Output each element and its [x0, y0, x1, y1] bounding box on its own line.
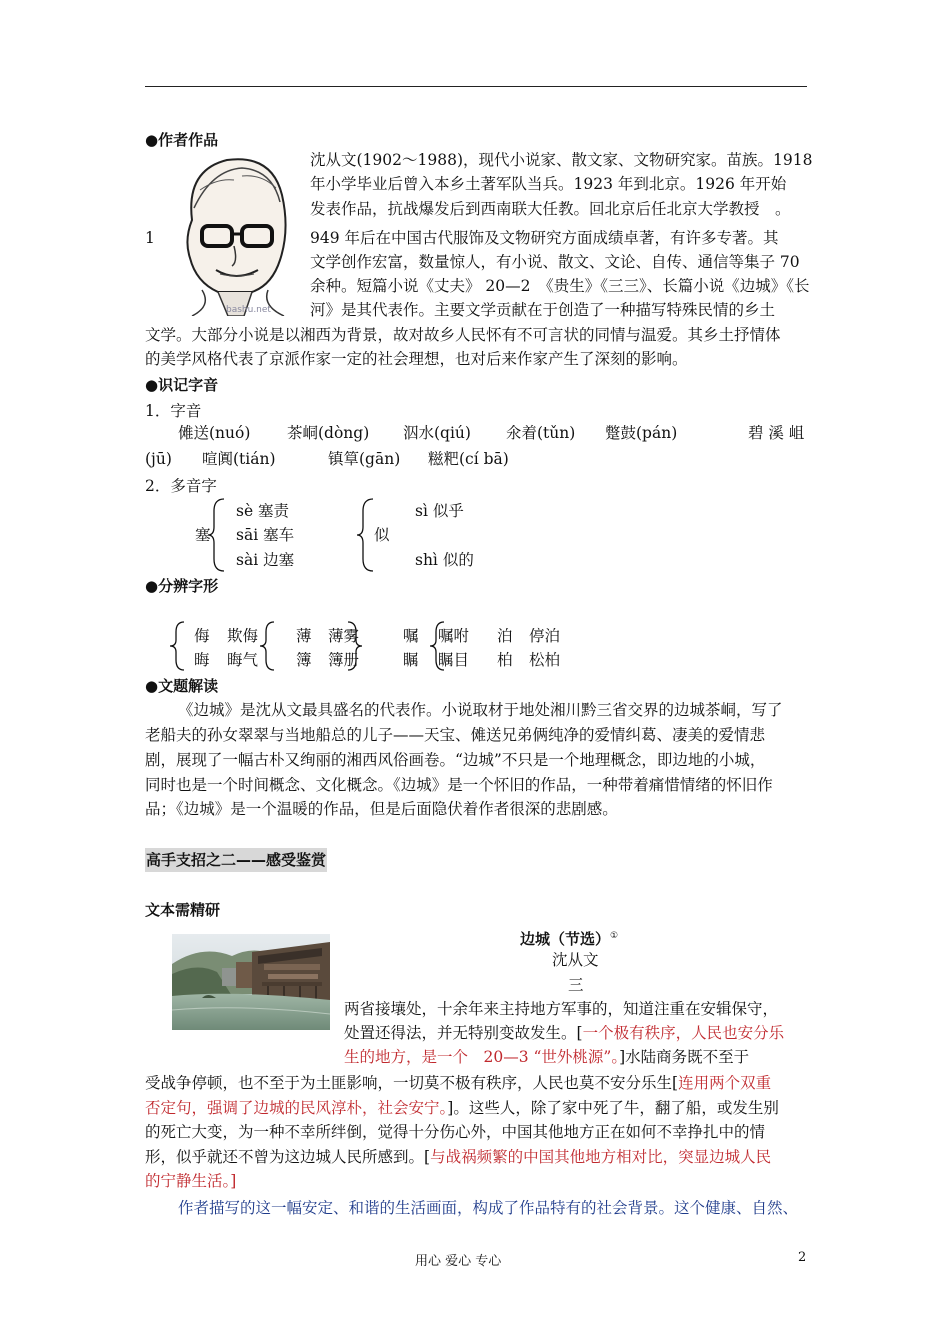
ziyin-item: 镇筸(gān)	[328, 450, 401, 468]
shape-word: 晦气	[227, 651, 259, 669]
brace-sai	[206, 497, 228, 573]
shape-word: 簿册	[328, 651, 360, 669]
section-part2: 高手支招之二——感受鉴赏	[145, 848, 327, 872]
author-line-9: 的美学风格代表了京派作家一定的社会理想，也对后来作家产生了深刻的影响。	[145, 350, 688, 368]
author-line-1: 沈从文(1902～1988)，现代小说家、散文家、文物研究家。苗族。1918	[310, 151, 813, 169]
annotation-red: 与战祸频繁的中国其他地方相对比，突显边城人民	[430, 1148, 772, 1166]
section-study: 文本需精研	[145, 901, 221, 919]
ziyin-item: 糍粑(cí bā)	[428, 450, 509, 468]
section-author: ●作者作品	[145, 131, 219, 149]
section-interpretation: ●文题解读	[145, 677, 219, 695]
shape-word: 停泊	[529, 627, 561, 645]
ziyin-item: 傩送(nuó)	[178, 424, 251, 442]
author-line-6: 余种。短篇小说《丈夫》 20—2 《贵生》《三三》、长篇小说《边城》《长	[310, 277, 810, 295]
left-number: 1	[145, 229, 155, 247]
ziyin-item: 氽着(tǔn)	[506, 424, 576, 442]
duoyin-label: 2．多音字	[145, 477, 217, 495]
shape-word: 松柏	[529, 651, 561, 669]
excerpt-line-5: 否定句，强调了边城的民风淳朴，社会安宁。]。这些人，除了家中死了牛，翻了船，或发生别	[145, 1099, 779, 1117]
duoyin-si-1: sì 似乎	[415, 502, 464, 520]
section-pronunciation: ●识记字音	[145, 376, 219, 394]
duoyin-sai-char: 塞	[195, 526, 211, 544]
author-line-4: 949 年后在中国古代服饰及文物研究方面成绩卓著，有许多专著。其	[310, 229, 779, 247]
ziyin-item: 茶峒(dòng)	[287, 424, 370, 442]
duoyin-si-char: 似	[374, 526, 390, 544]
shen-congwen-portrait	[172, 150, 300, 316]
shape-char: 嘱	[403, 627, 419, 645]
annotation-red: 否定句，强调了边城的民风淳朴，社会安宁。	[145, 1099, 448, 1117]
page-number: 2	[798, 1250, 807, 1265]
shape-word: 欺侮	[227, 627, 259, 645]
interp-line-2: 老船夫的孙女翠翠与当地船总的儿子——天宝、傩送兄弟俩纯净的爱情纠葛、凄美的爱情悲	[145, 726, 766, 744]
portrait-watermark: bashu.net	[226, 305, 271, 315]
shape-word: 瞩目	[438, 651, 470, 669]
excerpt-title: 边城（节选）①	[520, 930, 619, 948]
interp-line-4: 同时也是一个时间概念、文化概念。《边城》是一个怀旧的作品，一种带着痛惜情绪的怀旧作	[145, 776, 773, 794]
excerpt-line-3: 生的地方，是一个 20—3 “世外桃源”。]水陆商务既不至于	[344, 1048, 750, 1066]
excerpt-chapter: 三	[568, 976, 584, 994]
excerpt-line-2: 处置还得法，并无特别变故发生。[一个极有秩序，人民也安分乐	[344, 1024, 785, 1042]
interp-line-1: 《边城》是沈从文最具盛名的代表作。小说取材于地处湘川黔三省交界的边城茶峒，写了	[178, 701, 783, 719]
brace-shape-2	[258, 620, 278, 672]
author-line-8: 文学。大部分小说是以湘西为背景，故对故乡人民怀有不可言状的同情与温爱。其乡土抒情体	[145, 326, 781, 344]
brace-shape-1	[168, 620, 188, 672]
shape-char: 簿	[296, 651, 312, 669]
ziyin-item: 喧阗(tián)	[202, 450, 276, 468]
shape-char: 侮	[194, 627, 210, 645]
shape-char: 柏	[497, 651, 513, 669]
duoyin-sai-3: sài 边塞	[236, 551, 295, 569]
excerpt-line-9: 作者描写的这一幅安定、和谐的生活画面，构成了作品特有的社会背景。这个健康、自然、	[178, 1199, 799, 1217]
shape-word: 薄雾	[328, 627, 360, 645]
ziyin-item: (jū)	[145, 450, 172, 468]
footer-center: 用心 爱心 专心	[415, 1254, 502, 1269]
fenghuang-town-photo	[172, 934, 330, 1030]
annotation-red: 连用两个双重	[678, 1074, 772, 1092]
excerpt-line-8: 的宁静生活。]	[145, 1172, 237, 1190]
annotation-red: 生的地方，是一个 20—3 “世外桃源”。	[344, 1048, 620, 1066]
author-line-5: 文学创作宏富，数量惊人，有小说、散文、文论、自传、通信等集子 70	[310, 253, 800, 271]
interp-line-3: 剧，展现了一幅古朴又绚丽的湘西风俗画卷。“边城”不只是一个地理概念，即边地的小城，	[145, 751, 766, 769]
duoyin-sai-1: sè 塞责	[236, 502, 290, 520]
section-shapes: ●分辨字形	[145, 577, 219, 595]
ziyin-item: 碧 溪 岨	[748, 424, 805, 442]
shape-char: 晦	[194, 651, 210, 669]
duoyin-sai-2: sāi 塞车	[236, 526, 295, 544]
ziyin-item: 泅水(qiú)	[403, 424, 471, 442]
excerpt-line-4: 受战争停顿，也不至于为土匪影响，一切莫不极有秩序，人民也莫不安分乐生[连用两个双重	[145, 1074, 772, 1092]
annotation-red: 一个极有秩序，人民也安分乐	[582, 1024, 785, 1042]
shape-word: 嘱咐	[438, 627, 470, 645]
author-line-2: 年小学毕业后曾入本乡土著军队当兵。1923 年到北京。1926 年开始	[310, 175, 787, 193]
ziyin-label: 1．字音	[145, 402, 202, 420]
author-line-3: 发表作品，抗战爆发后到西南联大任教。回北京后任北京大学教授 。	[310, 200, 791, 218]
excerpt-line-6: 的死亡大变，为一种不幸所绊倒，觉得十分伤心外，中国其他地方正在如何不幸挣扎中的情	[145, 1123, 766, 1141]
excerpt-author: 沈从文	[552, 951, 599, 969]
header-rule	[145, 86, 807, 87]
shape-char: 薄	[296, 627, 312, 645]
duoyin-si-2: shì 似的	[415, 551, 474, 569]
excerpt-line-1: 两省接壤处，十余年来主持地方军事的，知道注重在安辑保守，	[344, 1000, 779, 1018]
excerpt-line-7: 形，似乎就还不曾为这边城人民所感到。[与战祸频繁的中国其他地方相对比，突显边城人民	[145, 1148, 772, 1166]
shape-char: 泊	[497, 627, 513, 645]
author-line-7: 河》是其代表作。主要文学贡献在于创造了一种描写特殊民情的乡土	[310, 301, 776, 319]
ziyin-item: 蹩鼓(pán)	[605, 424, 678, 442]
interp-line-5: 品；《边城》是一个温暖的作品，但是后面隐伏着作者很深的悲剧感。	[145, 800, 618, 818]
shape-char: 瞩	[403, 651, 419, 669]
